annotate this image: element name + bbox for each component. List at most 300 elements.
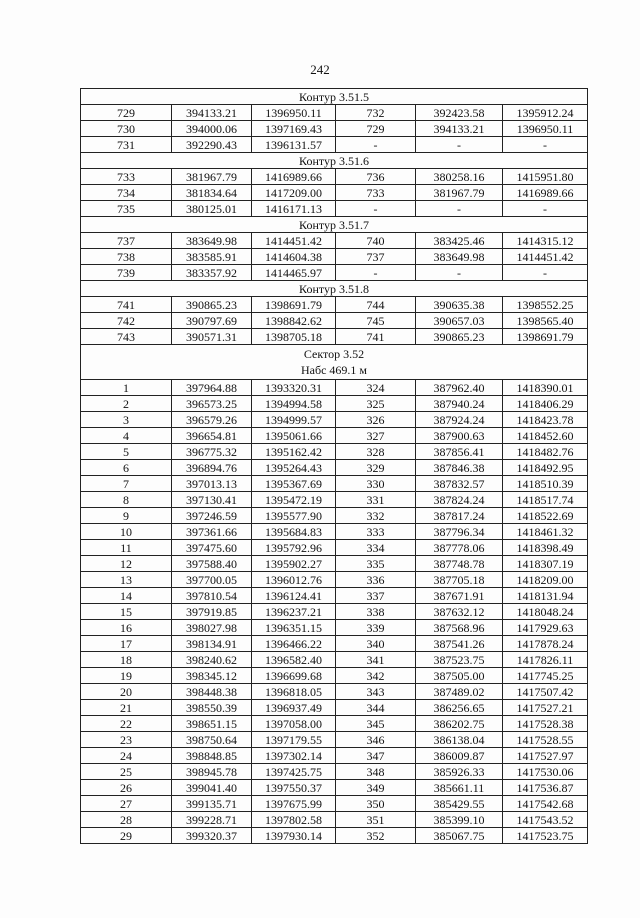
table-row xyxy=(81,476,588,492)
y-coordinate-cell: 1398552.25 xyxy=(503,297,588,313)
table-row xyxy=(81,620,588,636)
x-coordinate-cell: 387489.02 xyxy=(416,684,503,700)
section-title: Сектор 3.52 xyxy=(303,347,365,361)
y-coordinate-cell: 1418492.95 xyxy=(503,460,588,476)
y-coordinate-cell: 1396237.21 xyxy=(252,604,336,620)
y-coordinate-cell: 1417528.38 xyxy=(503,716,588,732)
y-coordinate-cell: 1417528.55 xyxy=(503,732,588,748)
x-coordinate-cell: 383425.46 xyxy=(416,233,503,249)
x-coordinate-cell: 386138.04 xyxy=(416,732,503,748)
x-coordinate-cell: 396775.32 xyxy=(172,444,252,460)
x-coordinate-cell: 398448.38 xyxy=(172,684,252,700)
section-header-cell xyxy=(81,281,588,297)
y-coordinate-cell: 1418517.74 xyxy=(503,492,588,508)
y-coordinate-cell: 1396950.11 xyxy=(252,105,336,121)
y-coordinate-cell: 1396699.68 xyxy=(252,668,336,684)
x-coordinate-cell: 399320.37 xyxy=(172,828,252,844)
x-coordinate-cell: 385661.11 xyxy=(416,780,503,796)
y-coordinate-cell: 1395912.24 xyxy=(503,105,588,121)
point-number-cell: 16 xyxy=(81,620,172,636)
x-coordinate-cell: 398945.78 xyxy=(172,764,252,780)
y-coordinate-cell: 1395684.83 xyxy=(252,524,336,540)
page-number: 242 xyxy=(310,62,330,77)
x-coordinate-cell: 399228.71 xyxy=(172,812,252,828)
x-coordinate-cell: 386202.75 xyxy=(416,716,503,732)
table-row xyxy=(81,201,588,217)
y-coordinate-cell: 1396131.57 xyxy=(252,137,336,153)
y-coordinate-cell: 1418510.39 xyxy=(503,476,588,492)
x-coordinate-cell: 398848.85 xyxy=(172,748,252,764)
point-number-cell: 27 xyxy=(81,796,172,812)
y-coordinate-cell: 1396950.11 xyxy=(503,121,588,137)
x-coordinate-cell: 397130.41 xyxy=(172,492,252,508)
x-coordinate-cell: 397361.66 xyxy=(172,524,252,540)
y-coordinate-cell: 1417878.24 xyxy=(503,636,588,652)
y-coordinate-cell: 1397425.75 xyxy=(252,764,336,780)
x-coordinate-cell: 390571.31 xyxy=(172,329,252,345)
table-row xyxy=(81,329,588,345)
section-header-cell xyxy=(81,153,588,169)
point-number-cell: 7 xyxy=(81,476,172,492)
x-coordinate-cell: 398651.15 xyxy=(172,716,252,732)
x-coordinate-cell: 390797.69 xyxy=(172,313,252,329)
point-number-cell: 729 xyxy=(81,105,172,121)
y-coordinate-cell: 1417542.68 xyxy=(503,796,588,812)
x-coordinate-cell: 387824.24 xyxy=(416,492,503,508)
y-coordinate-cell: 1414465.97 xyxy=(252,265,336,281)
y-coordinate-cell: 1418461.32 xyxy=(503,524,588,540)
point-number-cell: 4 xyxy=(81,428,172,444)
sector-header-row xyxy=(81,345,588,380)
point-number-cell: - xyxy=(336,137,416,153)
x-coordinate-cell: 387671.91 xyxy=(416,588,503,604)
x-coordinate-cell: 381967.79 xyxy=(416,185,503,201)
y-coordinate-cell: 1418522.69 xyxy=(503,508,588,524)
point-number-cell: 5 xyxy=(81,444,172,460)
y-coordinate-cell: 1418452.60 xyxy=(503,428,588,444)
y-coordinate-cell: 1414451.42 xyxy=(503,249,588,265)
y-coordinate-cell: 1395367.69 xyxy=(252,476,336,492)
table-row xyxy=(81,748,588,764)
y-coordinate-cell: 1417530.06 xyxy=(503,764,588,780)
y-coordinate-cell: 1398842.62 xyxy=(252,313,336,329)
y-coordinate-cell: 1395577.90 xyxy=(252,508,336,524)
x-coordinate-cell: 394133.21 xyxy=(172,105,252,121)
point-number-cell: 11 xyxy=(81,540,172,556)
point-number-cell: 351 xyxy=(336,812,416,828)
table-row xyxy=(81,233,588,249)
point-number-cell: 742 xyxy=(81,313,172,329)
y-coordinate-cell: 1414451.42 xyxy=(252,233,336,249)
table-row xyxy=(81,556,588,572)
table-row xyxy=(81,812,588,828)
x-coordinate-cell: 387505.00 xyxy=(416,668,503,684)
x-coordinate-cell: 390865.23 xyxy=(172,297,252,313)
table-row xyxy=(81,540,588,556)
y-coordinate-cell: - xyxy=(503,265,588,281)
y-coordinate-cell: 1395902.27 xyxy=(252,556,336,572)
point-number-cell: 342 xyxy=(336,668,416,684)
y-coordinate-cell: 1414315.12 xyxy=(503,233,588,249)
point-number-cell: 730 xyxy=(81,121,172,137)
point-number-cell: 343 xyxy=(336,684,416,700)
point-number-cell: 22 xyxy=(81,716,172,732)
y-coordinate-cell: 1396582.40 xyxy=(252,652,336,668)
table-row xyxy=(81,297,588,313)
x-coordinate-cell: 387832.57 xyxy=(416,476,503,492)
coordinates-table xyxy=(80,88,588,844)
point-number-cell: 3 xyxy=(81,412,172,428)
section-title: Контур 3.51.5 xyxy=(299,89,369,104)
table-row xyxy=(81,604,588,620)
y-coordinate-cell: 1396466.22 xyxy=(252,636,336,652)
x-coordinate-cell: 381967.79 xyxy=(172,169,252,185)
point-number-cell: 736 xyxy=(336,169,416,185)
table-row xyxy=(81,588,588,604)
point-number-cell: 733 xyxy=(81,169,172,185)
y-coordinate-cell: 1416989.66 xyxy=(503,185,588,201)
x-coordinate-cell: 399135.71 xyxy=(172,796,252,812)
point-number-cell: 732 xyxy=(336,105,416,121)
table-row xyxy=(81,444,588,460)
table-row xyxy=(81,492,588,508)
x-coordinate-cell: 387748.78 xyxy=(416,556,503,572)
point-number-cell: 334 xyxy=(336,540,416,556)
contour-header-row xyxy=(81,153,588,169)
table-row xyxy=(81,380,588,396)
point-number-cell: 8 xyxy=(81,492,172,508)
point-number-cell: 24 xyxy=(81,748,172,764)
table-row xyxy=(81,572,588,588)
y-coordinate-cell: 1396124.41 xyxy=(252,588,336,604)
x-coordinate-cell: 397964.88 xyxy=(172,380,252,396)
y-coordinate-cell: - xyxy=(503,137,588,153)
x-coordinate-cell: 394000.06 xyxy=(172,121,252,137)
x-coordinate-cell: 387632.12 xyxy=(416,604,503,620)
table-row xyxy=(81,764,588,780)
x-coordinate-cell: 397919.85 xyxy=(172,604,252,620)
section-subtitle: Набс 469.1 м xyxy=(300,363,368,377)
point-number-cell: 23 xyxy=(81,732,172,748)
x-coordinate-cell: - xyxy=(416,201,503,217)
table-row xyxy=(81,460,588,476)
point-number-cell: 1 xyxy=(81,380,172,396)
point-number-cell: - xyxy=(336,201,416,217)
point-number-cell: 345 xyxy=(336,716,416,732)
point-number-cell: 349 xyxy=(336,780,416,796)
y-coordinate-cell: 1395264.43 xyxy=(252,460,336,476)
y-coordinate-cell: 1418209.00 xyxy=(503,572,588,588)
point-number-cell: 743 xyxy=(81,329,172,345)
table-row xyxy=(81,524,588,540)
x-coordinate-cell: 380258.16 xyxy=(416,169,503,185)
y-coordinate-cell: 1417527.97 xyxy=(503,748,588,764)
point-number-cell: 352 xyxy=(336,828,416,844)
y-coordinate-cell: - xyxy=(503,201,588,217)
y-coordinate-cell: 1398691.79 xyxy=(252,297,336,313)
contour-header-row xyxy=(81,89,588,105)
point-number-cell: 337 xyxy=(336,588,416,604)
point-number-cell: 324 xyxy=(336,380,416,396)
x-coordinate-cell: 387541.26 xyxy=(416,636,503,652)
table-row xyxy=(81,412,588,428)
point-number-cell: 13 xyxy=(81,572,172,588)
y-coordinate-cell: 1395061.66 xyxy=(252,428,336,444)
y-coordinate-cell: 1394994.58 xyxy=(252,396,336,412)
table-row xyxy=(81,700,588,716)
x-coordinate-cell: 398027.98 xyxy=(172,620,252,636)
y-coordinate-cell: 1394999.57 xyxy=(252,412,336,428)
x-coordinate-cell: 387778.06 xyxy=(416,540,503,556)
y-coordinate-cell: 1415951.80 xyxy=(503,169,588,185)
x-coordinate-cell: 396894.76 xyxy=(172,460,252,476)
table-row xyxy=(81,396,588,412)
point-number-cell: 15 xyxy=(81,604,172,620)
x-coordinate-cell: 392290.43 xyxy=(172,137,252,153)
table-row xyxy=(81,732,588,748)
x-coordinate-cell: 398550.39 xyxy=(172,700,252,716)
y-coordinate-cell: 1395472.19 xyxy=(252,492,336,508)
point-number-cell: 12 xyxy=(81,556,172,572)
y-coordinate-cell: 1417826.11 xyxy=(503,652,588,668)
y-coordinate-cell: 1417543.52 xyxy=(503,812,588,828)
y-coordinate-cell: 1397550.37 xyxy=(252,780,336,796)
point-number-cell: 327 xyxy=(336,428,416,444)
point-number-cell: 741 xyxy=(81,297,172,313)
table-row xyxy=(81,652,588,668)
table-row xyxy=(81,716,588,732)
y-coordinate-cell: 1396937.49 xyxy=(252,700,336,716)
point-number-cell: 21 xyxy=(81,700,172,716)
point-number-cell: 741 xyxy=(336,329,416,345)
x-coordinate-cell: 385429.55 xyxy=(416,796,503,812)
point-number-cell: 332 xyxy=(336,508,416,524)
point-number-cell: 339 xyxy=(336,620,416,636)
x-coordinate-cell: 390635.38 xyxy=(416,297,503,313)
x-coordinate-cell: 397013.13 xyxy=(172,476,252,492)
x-coordinate-cell: - xyxy=(416,265,503,281)
point-number-cell: 744 xyxy=(336,297,416,313)
table-row xyxy=(81,684,588,700)
point-number-cell: 328 xyxy=(336,444,416,460)
y-coordinate-cell: 1418131.94 xyxy=(503,588,588,604)
x-coordinate-cell: 397475.60 xyxy=(172,540,252,556)
y-coordinate-cell: 1417527.21 xyxy=(503,700,588,716)
table-row xyxy=(81,105,588,121)
y-coordinate-cell: 1418307.19 xyxy=(503,556,588,572)
y-coordinate-cell: 1396818.05 xyxy=(252,684,336,700)
point-number-cell: 738 xyxy=(81,249,172,265)
x-coordinate-cell: 385926.33 xyxy=(416,764,503,780)
y-coordinate-cell: 1417523.75 xyxy=(503,828,588,844)
x-coordinate-cell: 396579.26 xyxy=(172,412,252,428)
y-coordinate-cell: 1418048.24 xyxy=(503,604,588,620)
contour-header-row xyxy=(81,217,588,233)
x-coordinate-cell: 385067.75 xyxy=(416,828,503,844)
point-number-cell: 14 xyxy=(81,588,172,604)
point-number-cell: 2 xyxy=(81,396,172,412)
point-number-cell: 745 xyxy=(336,313,416,329)
x-coordinate-cell: - xyxy=(416,137,503,153)
y-coordinate-cell: 1397930.14 xyxy=(252,828,336,844)
x-coordinate-cell: 390865.23 xyxy=(416,329,503,345)
point-number-cell: 18 xyxy=(81,652,172,668)
point-number-cell: 346 xyxy=(336,732,416,748)
point-number-cell: 26 xyxy=(81,780,172,796)
x-coordinate-cell: 394133.21 xyxy=(416,121,503,137)
x-coordinate-cell: 380125.01 xyxy=(172,201,252,217)
x-coordinate-cell: 398345.12 xyxy=(172,668,252,684)
y-coordinate-cell: 1417745.25 xyxy=(503,668,588,684)
point-number-cell: 341 xyxy=(336,652,416,668)
x-coordinate-cell: 392423.58 xyxy=(416,105,503,121)
point-number-cell: 17 xyxy=(81,636,172,652)
section-header-cell xyxy=(81,89,588,105)
point-number-cell: 28 xyxy=(81,812,172,828)
table-row xyxy=(81,121,588,137)
point-number-cell: 20 xyxy=(81,684,172,700)
table-row xyxy=(81,668,588,684)
y-coordinate-cell: 1418406.29 xyxy=(503,396,588,412)
x-coordinate-cell: 381834.64 xyxy=(172,185,252,201)
y-coordinate-cell: 1395162.42 xyxy=(252,444,336,460)
point-number-cell: 335 xyxy=(336,556,416,572)
coordinates-table-body xyxy=(81,89,588,844)
point-number-cell: 731 xyxy=(81,137,172,153)
point-number-cell: 350 xyxy=(336,796,416,812)
point-number-cell: 347 xyxy=(336,748,416,764)
y-coordinate-cell: 1418423.78 xyxy=(503,412,588,428)
x-coordinate-cell: 383357.92 xyxy=(172,265,252,281)
point-number-cell: 10 xyxy=(81,524,172,540)
point-number-cell: 325 xyxy=(336,396,416,412)
point-number-cell: 344 xyxy=(336,700,416,716)
x-coordinate-cell: 385399.10 xyxy=(416,812,503,828)
x-coordinate-cell: 396654.81 xyxy=(172,428,252,444)
x-coordinate-cell: 387846.38 xyxy=(416,460,503,476)
point-number-cell: 729 xyxy=(336,121,416,137)
x-coordinate-cell: 387900.63 xyxy=(416,428,503,444)
y-coordinate-cell: 1397302.14 xyxy=(252,748,336,764)
y-coordinate-cell: 1418482.76 xyxy=(503,444,588,460)
point-number-cell: 737 xyxy=(336,249,416,265)
x-coordinate-cell: 386009.87 xyxy=(416,748,503,764)
section-title: Контур 3.51.6 xyxy=(299,153,369,168)
y-coordinate-cell: 1396012.76 xyxy=(252,572,336,588)
y-coordinate-cell: 1417536.87 xyxy=(503,780,588,796)
point-number-cell: 19 xyxy=(81,668,172,684)
y-coordinate-cell: 1414604.38 xyxy=(252,249,336,265)
table-row xyxy=(81,508,588,524)
y-coordinate-cell: 1417929.63 xyxy=(503,620,588,636)
point-number-cell: 737 xyxy=(81,233,172,249)
table-row xyxy=(81,636,588,652)
y-coordinate-cell: 1397058.00 xyxy=(252,716,336,732)
point-number-cell: 333 xyxy=(336,524,416,540)
x-coordinate-cell: 387962.40 xyxy=(416,380,503,396)
y-coordinate-cell: 1398565.40 xyxy=(503,313,588,329)
point-number-cell: - xyxy=(336,265,416,281)
y-coordinate-cell: 1397675.99 xyxy=(252,796,336,812)
x-coordinate-cell: 398134.91 xyxy=(172,636,252,652)
point-number-cell: 330 xyxy=(336,476,416,492)
y-coordinate-cell: 1398691.79 xyxy=(503,329,588,345)
y-coordinate-cell: 1398705.18 xyxy=(252,329,336,345)
section-title: Контур 3.51.8 xyxy=(299,281,369,296)
point-number-cell: 29 xyxy=(81,828,172,844)
x-coordinate-cell: 397810.54 xyxy=(172,588,252,604)
x-coordinate-cell: 386256.65 xyxy=(416,700,503,716)
point-number-cell: 338 xyxy=(336,604,416,620)
y-coordinate-cell: 1396351.15 xyxy=(252,620,336,636)
x-coordinate-cell: 398750.64 xyxy=(172,732,252,748)
x-coordinate-cell: 387568.96 xyxy=(416,620,503,636)
point-number-cell: 739 xyxy=(81,265,172,281)
y-coordinate-cell: 1416989.66 xyxy=(252,169,336,185)
point-number-cell: 733 xyxy=(336,185,416,201)
table-row xyxy=(81,137,588,153)
point-number-cell: 329 xyxy=(336,460,416,476)
y-coordinate-cell: 1418390.01 xyxy=(503,380,588,396)
table-row xyxy=(81,265,588,281)
x-coordinate-cell: 387705.18 xyxy=(416,572,503,588)
table-row xyxy=(81,780,588,796)
point-number-cell: 336 xyxy=(336,572,416,588)
table-row xyxy=(81,185,588,201)
x-coordinate-cell: 396573.25 xyxy=(172,396,252,412)
x-coordinate-cell: 390657.03 xyxy=(416,313,503,329)
x-coordinate-cell: 399041.40 xyxy=(172,780,252,796)
y-coordinate-cell: 1397802.58 xyxy=(252,812,336,828)
table-row xyxy=(81,796,588,812)
y-coordinate-cell: 1417209.00 xyxy=(252,185,336,201)
x-coordinate-cell: 383649.98 xyxy=(416,249,503,265)
table-row xyxy=(81,249,588,265)
table-row xyxy=(81,428,588,444)
y-coordinate-cell: 1393320.31 xyxy=(252,380,336,396)
x-coordinate-cell: 398240.62 xyxy=(172,652,252,668)
x-coordinate-cell: 387523.75 xyxy=(416,652,503,668)
x-coordinate-cell: 387924.24 xyxy=(416,412,503,428)
table-row xyxy=(81,169,588,185)
section-header-cell xyxy=(81,217,588,233)
contour-header-row xyxy=(81,281,588,297)
y-coordinate-cell: 1417507.42 xyxy=(503,684,588,700)
point-number-cell: 6 xyxy=(81,460,172,476)
point-number-cell: 326 xyxy=(336,412,416,428)
point-number-cell: 734 xyxy=(81,185,172,201)
table-row xyxy=(81,313,588,329)
point-number-cell: 340 xyxy=(336,636,416,652)
x-coordinate-cell: 397700.05 xyxy=(172,572,252,588)
table-row xyxy=(81,828,588,844)
point-number-cell: 735 xyxy=(81,201,172,217)
x-coordinate-cell: 397246.59 xyxy=(172,508,252,524)
point-number-cell: 9 xyxy=(81,508,172,524)
point-number-cell: 348 xyxy=(336,764,416,780)
x-coordinate-cell: 387796.34 xyxy=(416,524,503,540)
section-title: Контур 3.51.7 xyxy=(299,217,369,232)
y-coordinate-cell: 1397169.43 xyxy=(252,121,336,137)
x-coordinate-cell: 397588.40 xyxy=(172,556,252,572)
y-coordinate-cell: 1395792.96 xyxy=(252,540,336,556)
x-coordinate-cell: 387817.24 xyxy=(416,508,503,524)
y-coordinate-cell: 1418398.49 xyxy=(503,540,588,556)
x-coordinate-cell: 383585.91 xyxy=(172,249,252,265)
point-number-cell: 331 xyxy=(336,492,416,508)
x-coordinate-cell: 387856.41 xyxy=(416,444,503,460)
point-number-cell: 740 xyxy=(336,233,416,249)
